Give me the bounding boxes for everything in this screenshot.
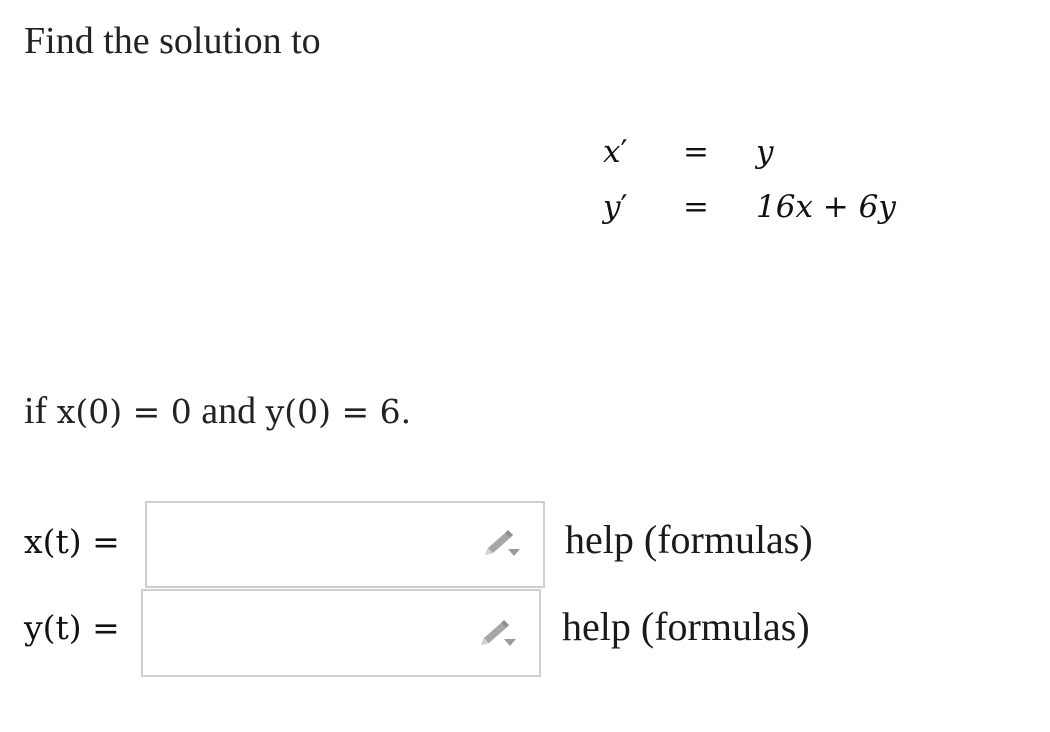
equation-2-relation: = [683,189,709,225]
answer-input-x[interactable] [155,511,459,579]
equation-1-lhs [603,134,628,170]
condition-x0: x(0) = 0 [56,392,192,431]
equation-1-relation: = [683,134,709,170]
problem-intro: Find the solution to [24,20,321,62]
equation-2-var: y [603,189,621,225]
answer-label-y: y(t) = [24,608,120,647]
initial-condition [24,386,411,437]
help-formulas-link-y[interactable]: help (formulas) [562,604,810,649]
equation-2-lhs [603,189,628,225]
equation-1-prime: ′ [620,134,628,170]
condition-y0: y(0) = 6. [265,392,412,431]
equation-1-rhs: y [756,134,774,170]
pencil-icon[interactable] [475,615,519,655]
help-formulas-link-x[interactable]: help (formulas) [565,517,813,562]
condition-connector: and [201,390,257,432]
equation-2-prime: ′ [620,189,628,225]
answer-box-y [141,589,541,677]
answer-input-y[interactable] [151,599,455,667]
pencil-svg [475,615,519,655]
answer-box-x [145,501,545,588]
condition-prefix: if [24,390,48,432]
pencil-svg [479,525,523,565]
pencil-icon[interactable] [479,525,523,565]
equation-1-var: x [603,134,621,170]
answer-label-x: x(t) = [24,522,120,561]
equation-2-rhs: 16x + 6y [756,189,896,225]
